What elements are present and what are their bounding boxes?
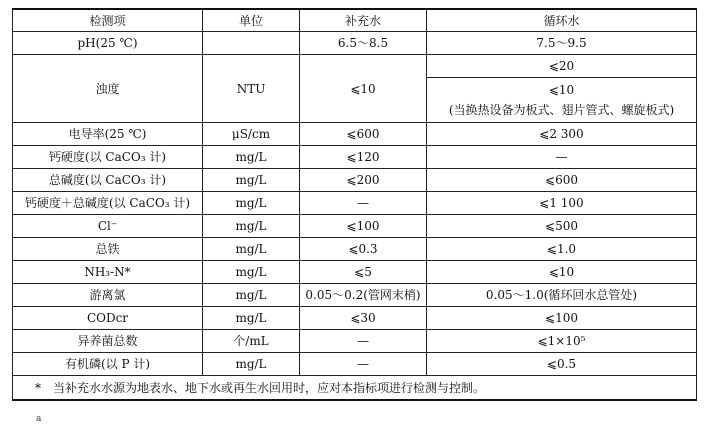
cell-circ-value: ⩽10 <box>548 83 575 97</box>
cell-unit: mg/L <box>203 146 300 169</box>
footnote-row <box>13 376 697 401</box>
cell-item: 有机磷(以 P 计) <box>13 353 203 376</box>
footnote-text: * 当补充水水源为地表水、地下水或再生水回用时，应对本指标项进行检测与控制。 <box>13 376 697 401</box>
table-row <box>13 55 697 78</box>
cell-unit <box>203 32 300 55</box>
cell-circ: ⩽0.5 <box>427 353 697 376</box>
table-row <box>13 330 697 353</box>
cell-supply: ⩽200 <box>300 169 427 192</box>
cell-item: 钙硬度＋总碱度(以 CaCO₃ 计) <box>13 192 203 215</box>
cell-supply: ⩽5 <box>300 261 427 284</box>
cell-item: pH(25 ℃) <box>13 32 203 55</box>
cell-circ: ⩽500 <box>427 215 697 238</box>
cell-supply: ⩽10 <box>300 55 427 123</box>
cell-unit: mg/L <box>203 353 300 376</box>
cell-unit: mg/L <box>203 238 300 261</box>
cell-unit: 个/mL <box>203 330 300 353</box>
cell-item: Cl⁻ <box>13 215 203 238</box>
cell-unit: NTU <box>203 55 300 123</box>
table-row <box>13 215 697 238</box>
table-row <box>13 123 697 146</box>
col-header-supply: 补充水 <box>300 9 427 32</box>
cell-item: 电导率(25 ℃) <box>13 123 203 146</box>
table-row <box>13 284 697 307</box>
col-header-unit: 单位 <box>203 9 300 32</box>
cell-supply: 6.5～8.5 <box>300 32 427 55</box>
cell-circ: ⩽1 100 <box>427 192 697 215</box>
page-mark: a <box>36 414 42 424</box>
header-row <box>13 9 697 32</box>
table-row <box>13 192 697 215</box>
table-row <box>13 353 697 376</box>
table-row <box>13 32 697 55</box>
cell-supply: ⩽0.3 <box>300 238 427 261</box>
cell-supply: — <box>300 353 427 376</box>
cell-unit: mg/L <box>203 307 300 330</box>
cell-circ: — <box>427 146 697 169</box>
cell-supply: ⩽600 <box>300 123 427 146</box>
cell-supply: ⩽100 <box>300 215 427 238</box>
col-header-circ: 循环水 <box>427 9 697 32</box>
cell-unit: mg/L <box>203 261 300 284</box>
cell-supply: 0.05～0.2(管网末梢) <box>300 284 427 307</box>
cell-circ: ⩽600 <box>427 169 697 192</box>
cell-unit: mg/L <box>203 192 300 215</box>
cell-item: 异养菌总数 <box>13 330 203 353</box>
cell-circ: 0.05～1.0(循环回水总管处) <box>427 284 697 307</box>
cell-unit: mg/L <box>203 215 300 238</box>
cell-circ: ⩽20 <box>427 55 697 78</box>
cell-item: 钙硬度(以 CaCO₃ 计) <box>13 146 203 169</box>
cell-item: 总碱度(以 CaCO₃ 计) <box>13 169 203 192</box>
cell-unit: μS/cm <box>203 123 300 146</box>
cell-supply: — <box>300 330 427 353</box>
table-row <box>13 307 697 330</box>
cell-circ: ⩽1×10⁵ <box>427 330 697 353</box>
cell-item: 浊度 <box>13 55 203 123</box>
cell-supply: ⩽120 <box>300 146 427 169</box>
table-row <box>13 238 697 261</box>
cell-item: 游离氯 <box>13 284 203 307</box>
table-row <box>13 169 697 192</box>
cell-item: CODcr <box>13 307 203 330</box>
cell-circ: ⩽2 300 <box>427 123 697 146</box>
table-row <box>13 146 697 169</box>
cell-supply: ⩽30 <box>300 307 427 330</box>
col-header-item: 检测项 <box>13 9 203 32</box>
cell-circ <box>427 78 697 123</box>
cell-circ-note: (当换热设备为板式、翅片管式、螺旋板式) <box>448 103 675 117</box>
cell-supply: — <box>300 192 427 215</box>
cell-circ: 7.5～9.5 <box>427 32 697 55</box>
cell-circ: ⩽100 <box>427 307 697 330</box>
cell-unit: mg/L <box>203 169 300 192</box>
water-quality-table <box>12 8 697 401</box>
cell-circ: ⩽1.0 <box>427 238 697 261</box>
cell-circ: ⩽10 <box>427 261 697 284</box>
cell-item: 总铁 <box>13 238 203 261</box>
cell-unit: mg/L <box>203 284 300 307</box>
cell-item: NH₃-N* <box>13 261 203 284</box>
table-row <box>13 261 697 284</box>
